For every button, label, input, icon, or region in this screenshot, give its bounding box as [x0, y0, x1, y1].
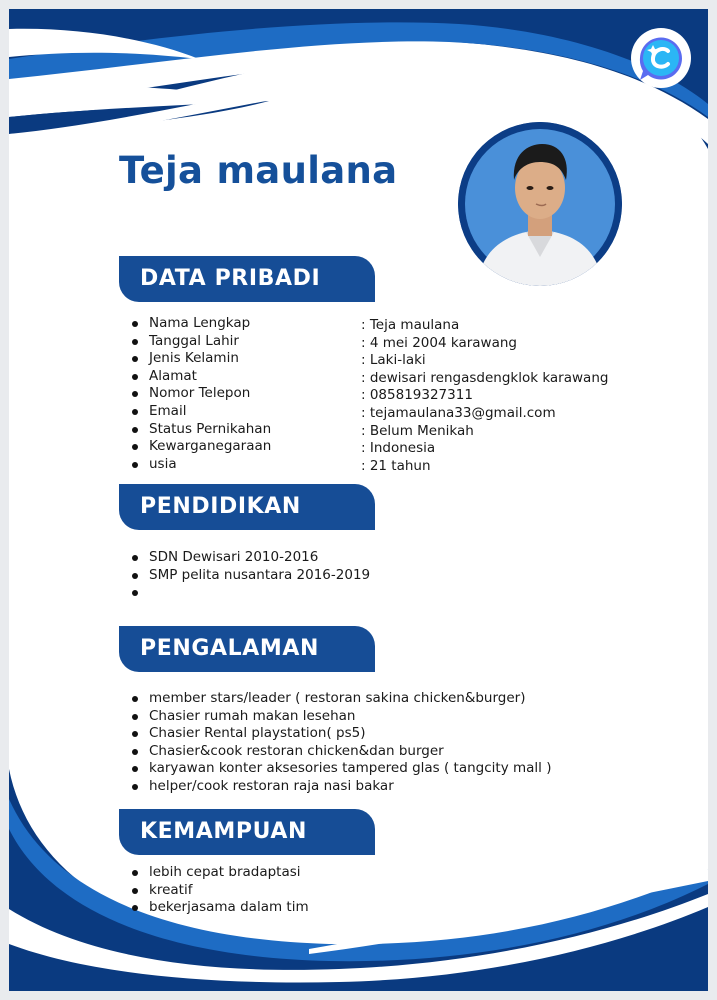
field-value: : dewisari rengasdengklok karawang: [361, 369, 609, 386]
field-value: : 21 tahun: [361, 457, 431, 474]
list-item: karyawan konter aksesories tampered glas ( tangcity mall ): [131, 760, 551, 778]
section-heading-experience: PENGALAMAN: [119, 626, 375, 672]
list-item: Nama Lengkap: [131, 315, 271, 333]
list-item: Nomor Telepon: [131, 385, 271, 403]
skills-list: [131, 864, 309, 917]
list-item: usia: [131, 456, 271, 474]
section-heading-skills: KEMAMPUAN: [119, 809, 375, 855]
list-item: SDN Dewisari 2010-2016: [131, 549, 370, 567]
list-item: Tanggal Lahir: [131, 333, 271, 351]
list-item: Status Pernikahan: [131, 421, 271, 439]
field-value: : 085819327311: [361, 387, 473, 404]
canva-app-icon[interactable]: [630, 27, 692, 89]
list-item: [131, 584, 370, 602]
list-item: Chasier Rental playstation( ps5): [131, 725, 551, 743]
experience-list: [131, 690, 551, 796]
field-value: : tejamaulana33@gmail.com: [361, 404, 556, 421]
field-value: : Belum Menikah: [361, 422, 474, 439]
cv-page: [9, 9, 708, 991]
personal-values: [361, 317, 608, 475]
section-heading-education: PENDIDIKAN: [119, 484, 375, 530]
field-value: : Teja maulana: [361, 317, 460, 333]
section-heading-personal: DATA PRIBADI: [119, 256, 375, 302]
list-item: helper/cook restoran raja nasi bakar: [131, 778, 551, 796]
list-item: SMP pelita nusantara 2016-2019: [131, 567, 370, 585]
list-item: member stars/leader ( restoran sakina chicken&burger): [131, 690, 551, 708]
list-item: bekerjasama dalam tim: [131, 899, 309, 917]
list-item: lebih cepat bradaptasi: [131, 864, 309, 882]
list-item: Chasier rumah makan lesehan: [131, 708, 551, 726]
field-value: : Laki-laki: [361, 352, 426, 369]
list-item: kreatif: [131, 882, 309, 900]
field-value: : 4 mei 2004 karawang: [361, 334, 517, 351]
list-item: Chasier&cook restoran chicken&dan burger: [131, 743, 551, 761]
list-item: Alamat: [131, 368, 271, 386]
person-name: Teja maulana: [119, 149, 398, 192]
education-list: [131, 549, 370, 602]
profile-photo: [458, 122, 622, 286]
personal-labels: [131, 315, 271, 473]
field-value: : Indonesia: [361, 440, 436, 457]
list-item: Jenis Kelamin: [131, 350, 271, 368]
list-item: Email: [131, 403, 271, 421]
list-item: Kewarganegaraan: [131, 438, 271, 456]
